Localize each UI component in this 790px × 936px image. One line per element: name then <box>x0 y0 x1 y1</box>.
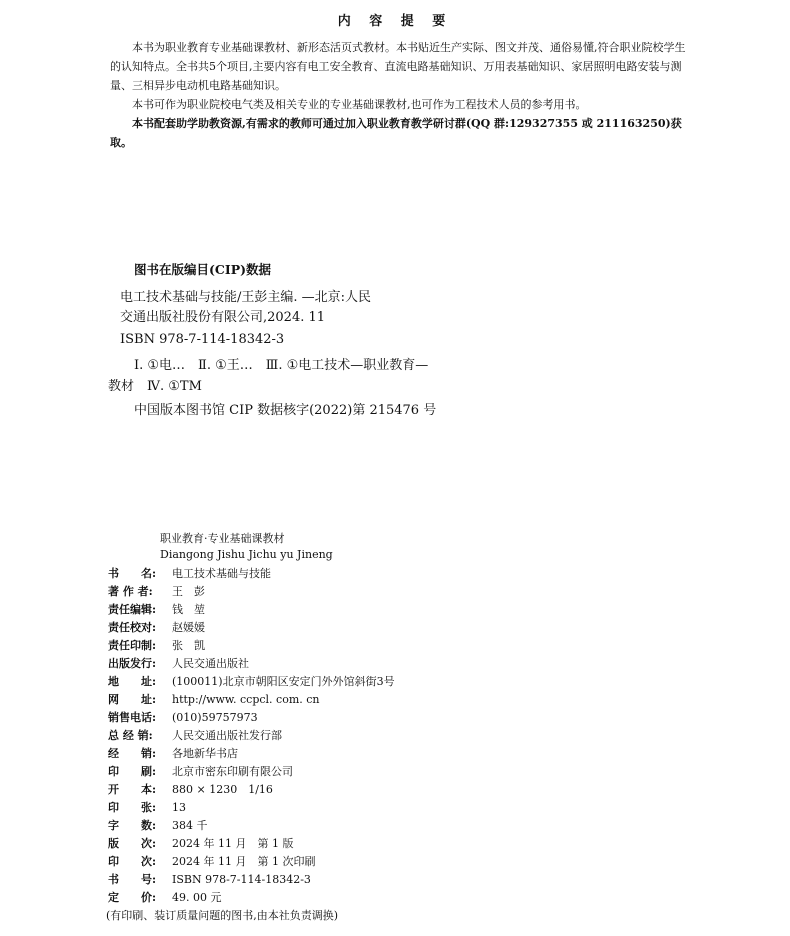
colophon-label: 书 号: <box>108 873 157 886</box>
colophon-row <box>108 583 205 601</box>
colophon-row <box>108 853 315 871</box>
colophon-label: 网 址: <box>108 693 157 706</box>
colophon-row <box>108 799 186 817</box>
colophon-row <box>108 619 205 637</box>
colophon-label: 责任印制: <box>108 639 157 652</box>
cip-line-5: 教材 Ⅳ. ①TM <box>108 379 202 394</box>
colophon-label: 地 址: <box>108 675 157 688</box>
colophon-row <box>108 817 208 835</box>
colophon-label: 总 经 销: <box>108 729 153 742</box>
colophon-value: 人民交通出版社 <box>172 657 249 670</box>
colophon-value: 2024 年 11 月 第 1 版 <box>172 837 294 850</box>
colophon-value: 人民交通出版社发行部 <box>172 729 282 742</box>
colophon-label: 著 作 者: <box>108 585 153 598</box>
colophon-value: (100011)北京市朝阳区安定门外外馆斜街3号 <box>172 675 395 688</box>
colophon-row <box>108 835 293 853</box>
colophon-label: 印 次: <box>108 855 157 868</box>
colophon-row <box>108 637 205 655</box>
colophon-row <box>108 601 205 619</box>
colophon-value: 电工技术基础与技能 <box>172 567 271 580</box>
colophon-row <box>108 691 320 709</box>
colophon-value: 384 千 <box>172 819 208 832</box>
colophon-value: (010)59757973 <box>172 711 258 724</box>
summary-paragraph-2: 本书可作为职业院校电气类及相关专业的专业基础课教材,也可作为工程技术人员的参考用书。 <box>132 98 587 111</box>
colophon-row <box>108 709 258 727</box>
cip-line-4: Ⅰ. ①电… Ⅱ. ①王… Ⅲ. ①电工技术—职业教育— <box>134 358 429 373</box>
colophon-label: 印 张: <box>108 801 157 814</box>
colophon-label: 书 名: <box>108 567 157 580</box>
colophon-value: 赵媛媛 <box>172 621 205 634</box>
colophon-label: 开 本: <box>108 783 157 796</box>
colophon-value: 49. 00 元 <box>172 891 222 904</box>
colophon-value: 各地新华书店 <box>172 747 238 760</box>
colophon-row <box>108 763 293 781</box>
colophon-row <box>108 889 221 907</box>
colophon-value: 13 <box>172 801 186 814</box>
series-name: 职业教育·专业基础课教材 <box>160 532 285 545</box>
summary-paragraph-3: 本书配套助学助教资源,有需求的教师可通过加入职业教育教学研讨群(QQ 群:129327355 或 211163250)获取。 <box>110 117 682 149</box>
colophon-label: 字 数: <box>108 819 157 832</box>
colophon-value: 王 彭 <box>172 585 205 598</box>
colophon-label: 出版发行: <box>108 657 157 670</box>
colophon-label: 印 刷: <box>108 765 157 778</box>
colophon-label: 版 次: <box>108 837 157 850</box>
colophon-row <box>108 727 282 745</box>
summary-paragraph-1: 本书为职业教育专业基础课教材、新形态活页式教材。本书贴近生产实际、图文并茂、通俗易懂,符合职业院校学生的认知特点。全书共5个项目,主要内容有电工安全教育、直流电路基础知识、万用表基础知识、家居照明电路安装与测量、三相异步电动机电路基础知识。 <box>110 41 686 92</box>
colophon-value: 2024 年 11 月 第 1 次印刷 <box>172 855 316 868</box>
title-pinyin: Diangong Jishu Jichu yu Jineng <box>160 548 333 561</box>
colophon-label: 责任编辑: <box>108 603 157 616</box>
colophon-label: 定 价: <box>108 891 157 904</box>
colophon-value: http://www. ccpcl. com. cn <box>172 693 320 706</box>
cip-line-3: ISBN 978-7-114-18342-3 <box>120 332 285 347</box>
summary-heading: 内 容 提 要 <box>337 14 453 29</box>
quality-note: (有印刷、装订质量问题的图书,由本社负责调换) <box>106 909 339 922</box>
colophon-row <box>108 673 395 691</box>
cip-line-1: 电工技术基础与技能/王彭主编. —北京:人民 <box>120 290 372 305</box>
cip-line-6: 中国版本图书馆 CIP 数据核字(2022)第 215476 号 <box>134 403 437 418</box>
colophon-row <box>108 781 273 799</box>
colophon-row <box>108 745 238 763</box>
colophon-label: 销售电话: <box>108 711 157 724</box>
colophon-row <box>108 871 311 889</box>
colophon-row <box>108 565 271 583</box>
colophon-label: 责任校对: <box>108 621 157 634</box>
colophon-value: ISBN 978-7-114-18342-3 <box>172 873 311 886</box>
colophon-value: 张 凯 <box>172 639 205 652</box>
cip-line-2: 交通出版社股份有限公司,2024. 11 <box>120 310 326 325</box>
colophon-value: 北京市密东印刷有限公司 <box>172 765 293 778</box>
colophon-label: 经 销: <box>108 747 157 760</box>
cip-heading: 图书在版编目(CIP)数据 <box>134 262 272 277</box>
colophon-row <box>108 655 249 673</box>
colophon-value: 880 × 1230 1/16 <box>172 783 273 796</box>
colophon-value: 钱 堃 <box>172 603 205 616</box>
